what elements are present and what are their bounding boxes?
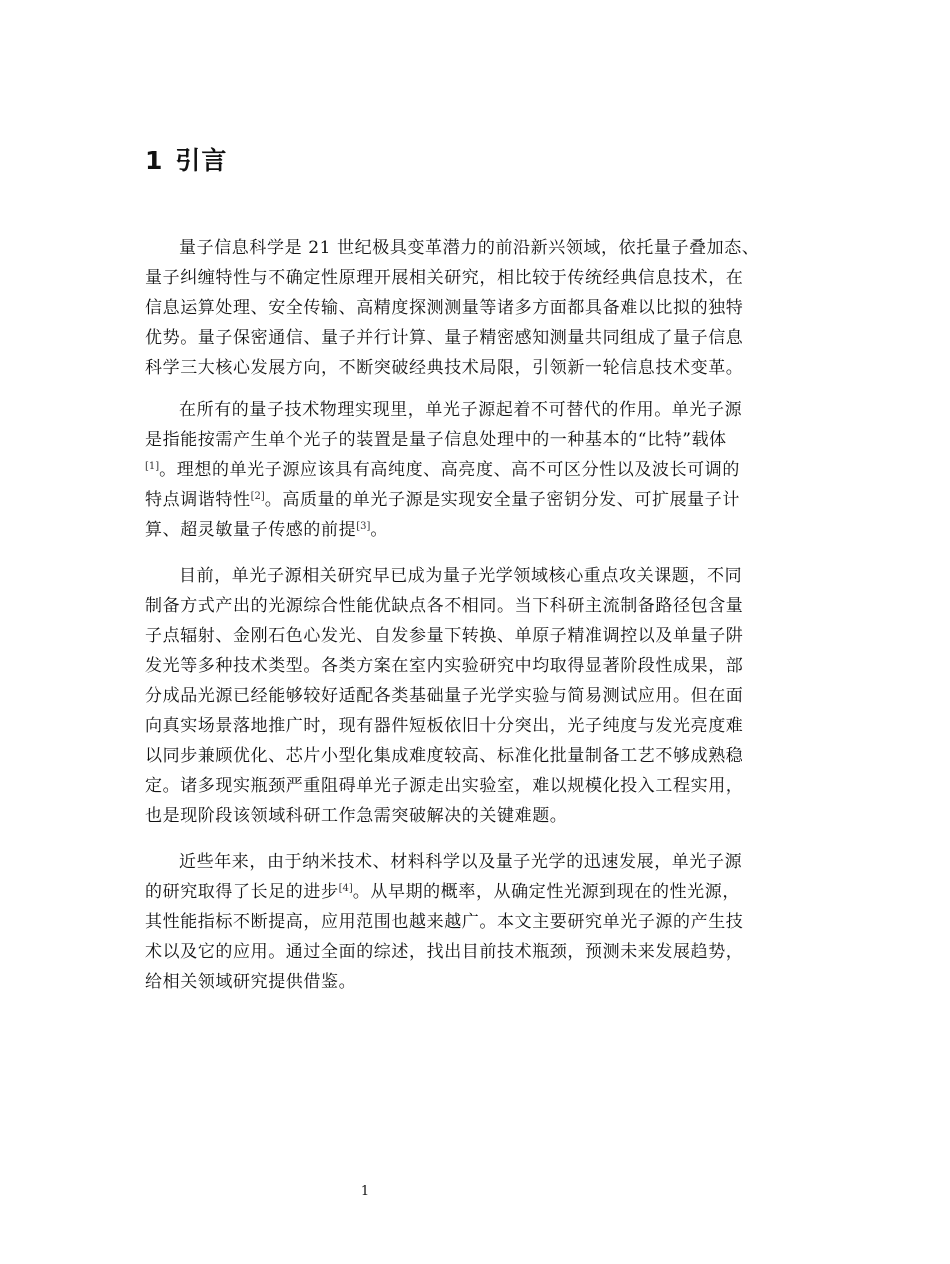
text-run: 量子纠缠特性与不确定性原理开展相关研究，相比较于传统经典信息技术，在 xyxy=(145,268,744,288)
paragraph-line xyxy=(145,621,810,651)
paragraph xyxy=(145,395,810,545)
paragraph-line xyxy=(145,847,810,877)
paragraph-line xyxy=(145,967,810,997)
text-run: 在所有的量子技术物理实现里，单光子源起着不可替代的作用。单光子源 xyxy=(179,400,743,420)
paragraph-line xyxy=(145,651,810,681)
text-run: 。 xyxy=(370,520,388,540)
paragraph-line xyxy=(145,455,810,485)
text-run: 近些年来，由于纳米技术、材料科学以及量子光学的迅速发展，单光子源 xyxy=(179,852,743,872)
paragraph xyxy=(145,847,810,997)
paragraph-line xyxy=(145,801,810,831)
section-title: 引言 xyxy=(175,146,228,175)
paragraph-line xyxy=(145,681,810,711)
paragraph xyxy=(145,561,810,831)
citation-marker: [2] xyxy=(250,491,265,502)
text-run: 也是现阶段该领域科研工作急需突破解决的关键难题。 xyxy=(145,806,568,826)
text-run: 科学三大核心发展方向，不断突破经典技术局限，引领新一轮信息技术变革。 xyxy=(145,358,744,378)
section-number: 1 xyxy=(145,146,164,175)
text-run: 发光等多种技术类型。各类方案在室内实验研究中均取得显著阶段性成果，部 xyxy=(145,656,744,676)
paragraph-line xyxy=(145,395,810,425)
text-run: 向真实场景落地推广时，现有器件短板依旧十分突出，光子纯度与发光亮度难 xyxy=(145,716,744,736)
paragraph-line xyxy=(145,741,810,771)
paragraph-line xyxy=(145,771,810,801)
text-run: 信息运算处理、安全传输、高精度探测测量等诸多方面都具备难以比拟的独特 xyxy=(145,298,744,318)
paragraph-line xyxy=(145,591,810,621)
paragraph-line xyxy=(145,907,810,937)
paragraph-line xyxy=(145,233,810,263)
body-text xyxy=(145,233,810,1009)
text-run: 优势。量子保密通信、量子并行计算、量子精密感知测量共同组成了量子信息 xyxy=(145,328,744,348)
paragraph-line xyxy=(145,515,810,545)
text-run: 制备方式产出的光源综合性能优缺点各不相同。当下科研主流制备路径包含量 xyxy=(145,596,744,616)
paragraph xyxy=(145,233,810,383)
paragraph-line xyxy=(145,877,810,907)
text-run: 的研究取得了长足的进步 xyxy=(145,882,339,902)
text-run: 分成品光源已经能够较好适配各类基础量子光学实验与简易测试应用。但在面 xyxy=(145,686,744,706)
citation-marker: [4] xyxy=(338,883,353,894)
text-run: 定。诸多现实瓶颈严重阻碍单光子源走出实验室，难以规模化投入工程实用， xyxy=(145,776,744,796)
text-run: 是指能按需产生单个光子的装置是量子信息处理中的一种基本的“比特”载体 xyxy=(145,430,727,450)
paragraph-line xyxy=(145,937,810,967)
text-run: 。从早期的概率，从确定性光源到现在的性光源， xyxy=(352,882,740,902)
section-heading xyxy=(145,141,227,177)
text-run: 特点调谐特性 xyxy=(145,490,251,510)
text-run: 目前，单光子源相关研究早已成为量子光学领域核心重点攻关课题，不同 xyxy=(179,566,743,586)
text-run: 。高质量的单光子源是实现安全量子密钥分发、可扩展量子计 xyxy=(264,490,740,510)
paragraph-line xyxy=(145,561,810,591)
paragraph-line xyxy=(145,263,810,293)
paragraph-line xyxy=(145,711,810,741)
paragraph-line xyxy=(145,323,810,353)
text-run: 算、超灵敏量子传感的前提 xyxy=(145,520,357,540)
page-number: 1 xyxy=(360,1184,370,1199)
paragraph-line xyxy=(145,485,810,515)
citation-marker: [1] xyxy=(145,461,160,472)
paragraph-line xyxy=(145,293,810,323)
text-run: 。理想的单光子源应该具有高纯度、高亮度、高不可区分性以及波长可调的 xyxy=(159,460,740,480)
text-run: 以同步兼顾优化、芯片小型化集成难度较高、标准化批量制备工艺不够成熟稳 xyxy=(145,746,744,766)
paragraph-line xyxy=(145,425,810,455)
text-run: 其性能指标不断提高，应用范围也越来越广。本文主要研究单光子源的产生技 xyxy=(145,912,744,932)
paragraph-line xyxy=(145,353,810,383)
text-run: 给相关领域研究提供借鉴。 xyxy=(145,972,357,992)
text-run: 子点辐射、金刚石色心发光、自发参量下转换、单原子精准调控以及单量子阱 xyxy=(145,626,744,646)
citation-marker: [3] xyxy=(356,521,371,532)
text-run: 量子信息科学是 21 世纪极具变革潜力的前沿新兴领域，依托量子叠加态、 xyxy=(179,238,760,258)
text-run: 术以及它的应用。通过全面的综述，找出目前技术瓶颈，预测未来发展趋势， xyxy=(145,942,744,962)
